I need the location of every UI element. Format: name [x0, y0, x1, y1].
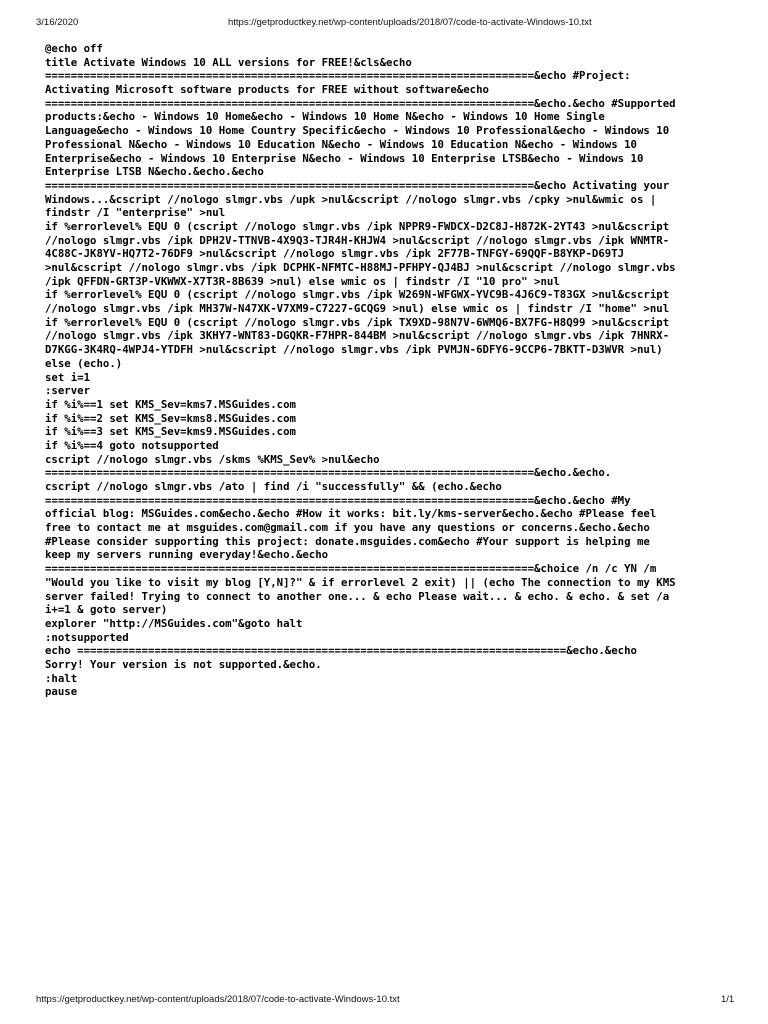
code-line: >nul&cscript //nologo slmgr.vbs /ipk DCPHK-NFMTC-H88MJ-PFHPY-QJ4BJ >nul&cscript //nologo slmgr.vbs — [45, 261, 676, 274]
code-line: findstr /I "enterprise" >nul — [45, 206, 226, 220]
code-line: set i=1 — [45, 370, 91, 384]
code-line: ============================================================================&echo #Project: — [45, 69, 631, 83]
code-line: keep my servers running everyday!&echo.&echo — [45, 548, 329, 562]
code-line: title Activate Windows 10 ALL versions for FREE!&cls&echo — [45, 55, 412, 69]
code-line: //nologo slmgr.vbs /ipk 3KHY7-WNT83-DGQKR-F7HPR-844BM >nul&cscript //nologo slmgr.vbs /ipk 7HNRX- — [45, 329, 670, 343]
code-line: Enterprise LTSB N&echo.&echo.&echo — [45, 165, 264, 179]
code-line: pause — [45, 685, 78, 699]
code-line: server failed! Trying to connect to another one... & echo Please wait... & echo. & echo. & set /a — [45, 589, 670, 603]
code-line: explorer "http://MSGuides.com"&goto halt — [45, 616, 303, 630]
code-line: Activating Microsoft software products for FREE without software&echo — [45, 83, 489, 97]
code-line: free to contact me at msguides.com@gmail.com if you have any questions or concerns.&echo.&echo — [45, 521, 650, 535]
code-line: ============================================================================&echo.&echo #My — [45, 493, 631, 507]
code-line: "Would you like to visit my blog [Y,N]?" & if errorlevel 2 exit) || (echo The connection to my KMS — [45, 575, 676, 589]
code-line: Sorry! Your version is not supported.&echo. — [45, 657, 322, 671]
code-line: ============================================================================&choice /n /c YN /m — [45, 562, 657, 576]
code-line: official blog: MSGuides.com&echo.&echo #How it works: bit.ly/kms-server&echo.&echo #Please feel — [45, 507, 657, 521]
code-line: if %i%==3 set KMS_Sev=kms9.MSGuides.com — [45, 425, 296, 439]
code-line: cscript //nologo slmgr.vbs /skms %KMS_Sev% >nul&echo — [45, 452, 380, 466]
print-date: 3/16/2020 — [36, 17, 79, 28]
code-line: //nologo slmgr.vbs /ipk MH37W-N47XK-V7XM9-C7227-GCQG9 >nul) else wmic os | findstr /I "home" >nul — [45, 302, 670, 316]
script-document — [45, 42, 735, 699]
code-line: i+=1 & goto server) — [45, 603, 168, 617]
code-line: #Please consider supporting this project: donate.msguides.com&echo #Your support is helping me — [45, 534, 650, 548]
code-line: if %errorlevel% EQU 0 (cscript //nologo slmgr.vbs /ipk W269N-WFGWX-YVC9B-4J6C9-T83GX >nul&cscript — [45, 288, 670, 302]
code-line: if %i%==1 set KMS_Sev=kms7.MSGuides.com — [45, 397, 296, 411]
code-line: if %errorlevel% EQU 0 (cscript //nologo slmgr.vbs /ipk TX9XD-98N7V-6WMQ6-BX7FG-H8Q99 >nul&cscript — [45, 315, 670, 329]
header-url: https://getproductkey.net/wp-content/uploads/2018/07/code-to-activate-Windows-10.txt — [228, 17, 592, 28]
code-line: /ipk QFFDN-GRT3P-VKWWX-X7T3R-8B639 >nul) else wmic os | findstr /I "10 pro" >nul — [45, 274, 560, 288]
code-line: Language&echo - Windows 10 Home Country Specific&echo - Windows 10 Professional&echo - Windows 10 — [45, 124, 670, 138]
code-line: //nologo slmgr.vbs /ipk DPH2V-TTNVB-4X9Q3-TJR4H-KHJW4 >nul&cscript //nologo slmgr.vbs /ipk WNMTR- — [45, 233, 670, 247]
code-line: ============================================================================&echo.&echo #Supported — [45, 96, 676, 110]
code-line: ============================================================================&echo Activating your — [45, 178, 670, 192]
code-line: Enterprise&echo - Windows 10 Enterprise N&echo - Windows 10 Enterprise LTSB&echo - Windows 10 — [45, 151, 644, 165]
code-line: if %errorlevel% EQU 0 (cscript //nologo slmgr.vbs /ipk NPPR9-FWDCX-D2C8J-H872K-2YT43 >nul&cscript — [45, 219, 670, 233]
footer-url: https://getproductkey.net/wp-content/uploads/2018/07/code-to-activate-Windows-10.txt — [36, 994, 400, 1005]
code-line: cscript //nologo slmgr.vbs /ato | find /i "successfully" && (echo.&echo — [45, 480, 502, 493]
code-line: 4C88C-JK8YV-HQ7T2-76DF9 >nul&cscript //nologo slmgr.vbs /ipk 2F77B-TNFGY-69QQF-B8YKP-D69TJ — [45, 247, 625, 261]
code-line: if %i%==2 set KMS_Sev=kms8.MSGuides.com — [45, 411, 296, 425]
page-number: 1/1 — [721, 994, 735, 1005]
code-line: products:&echo - Windows 10 Home&echo - Windows 10 Home N&echo - Windows 10 Home Single — [45, 110, 605, 124]
code-line: ============================================================================&echo.&echo. — [45, 466, 612, 480]
code-line: Windows...&cscript //nologo slmgr.vbs /upk >nul&cscript //nologo slmgr.vbs /cpky >nul&wmic os | — [45, 192, 657, 206]
code-line: :halt — [45, 671, 78, 685]
code-line: :server — [45, 384, 91, 398]
code-line: :notsupported — [45, 630, 129, 644]
code-line: Professional N&echo - Windows 10 Education N&echo - Windows 10 Education N&echo - Windows 10 — [45, 137, 637, 151]
code-line: D7KGG-3K4RQ-4WPJ4-YTDFH >nul&cscript //nologo slmgr.vbs /ipk PVMJN-6DFY6-9CCP6-7BKTT-D3WVR >nul) — [45, 343, 663, 357]
code-line: if %i%==4 goto notsupported — [45, 438, 219, 452]
code-line: @echo off — [45, 42, 103, 55]
code-line: else (echo.) — [45, 356, 123, 370]
code-line: echo ============================================================================&echo.&echo — [45, 644, 637, 658]
